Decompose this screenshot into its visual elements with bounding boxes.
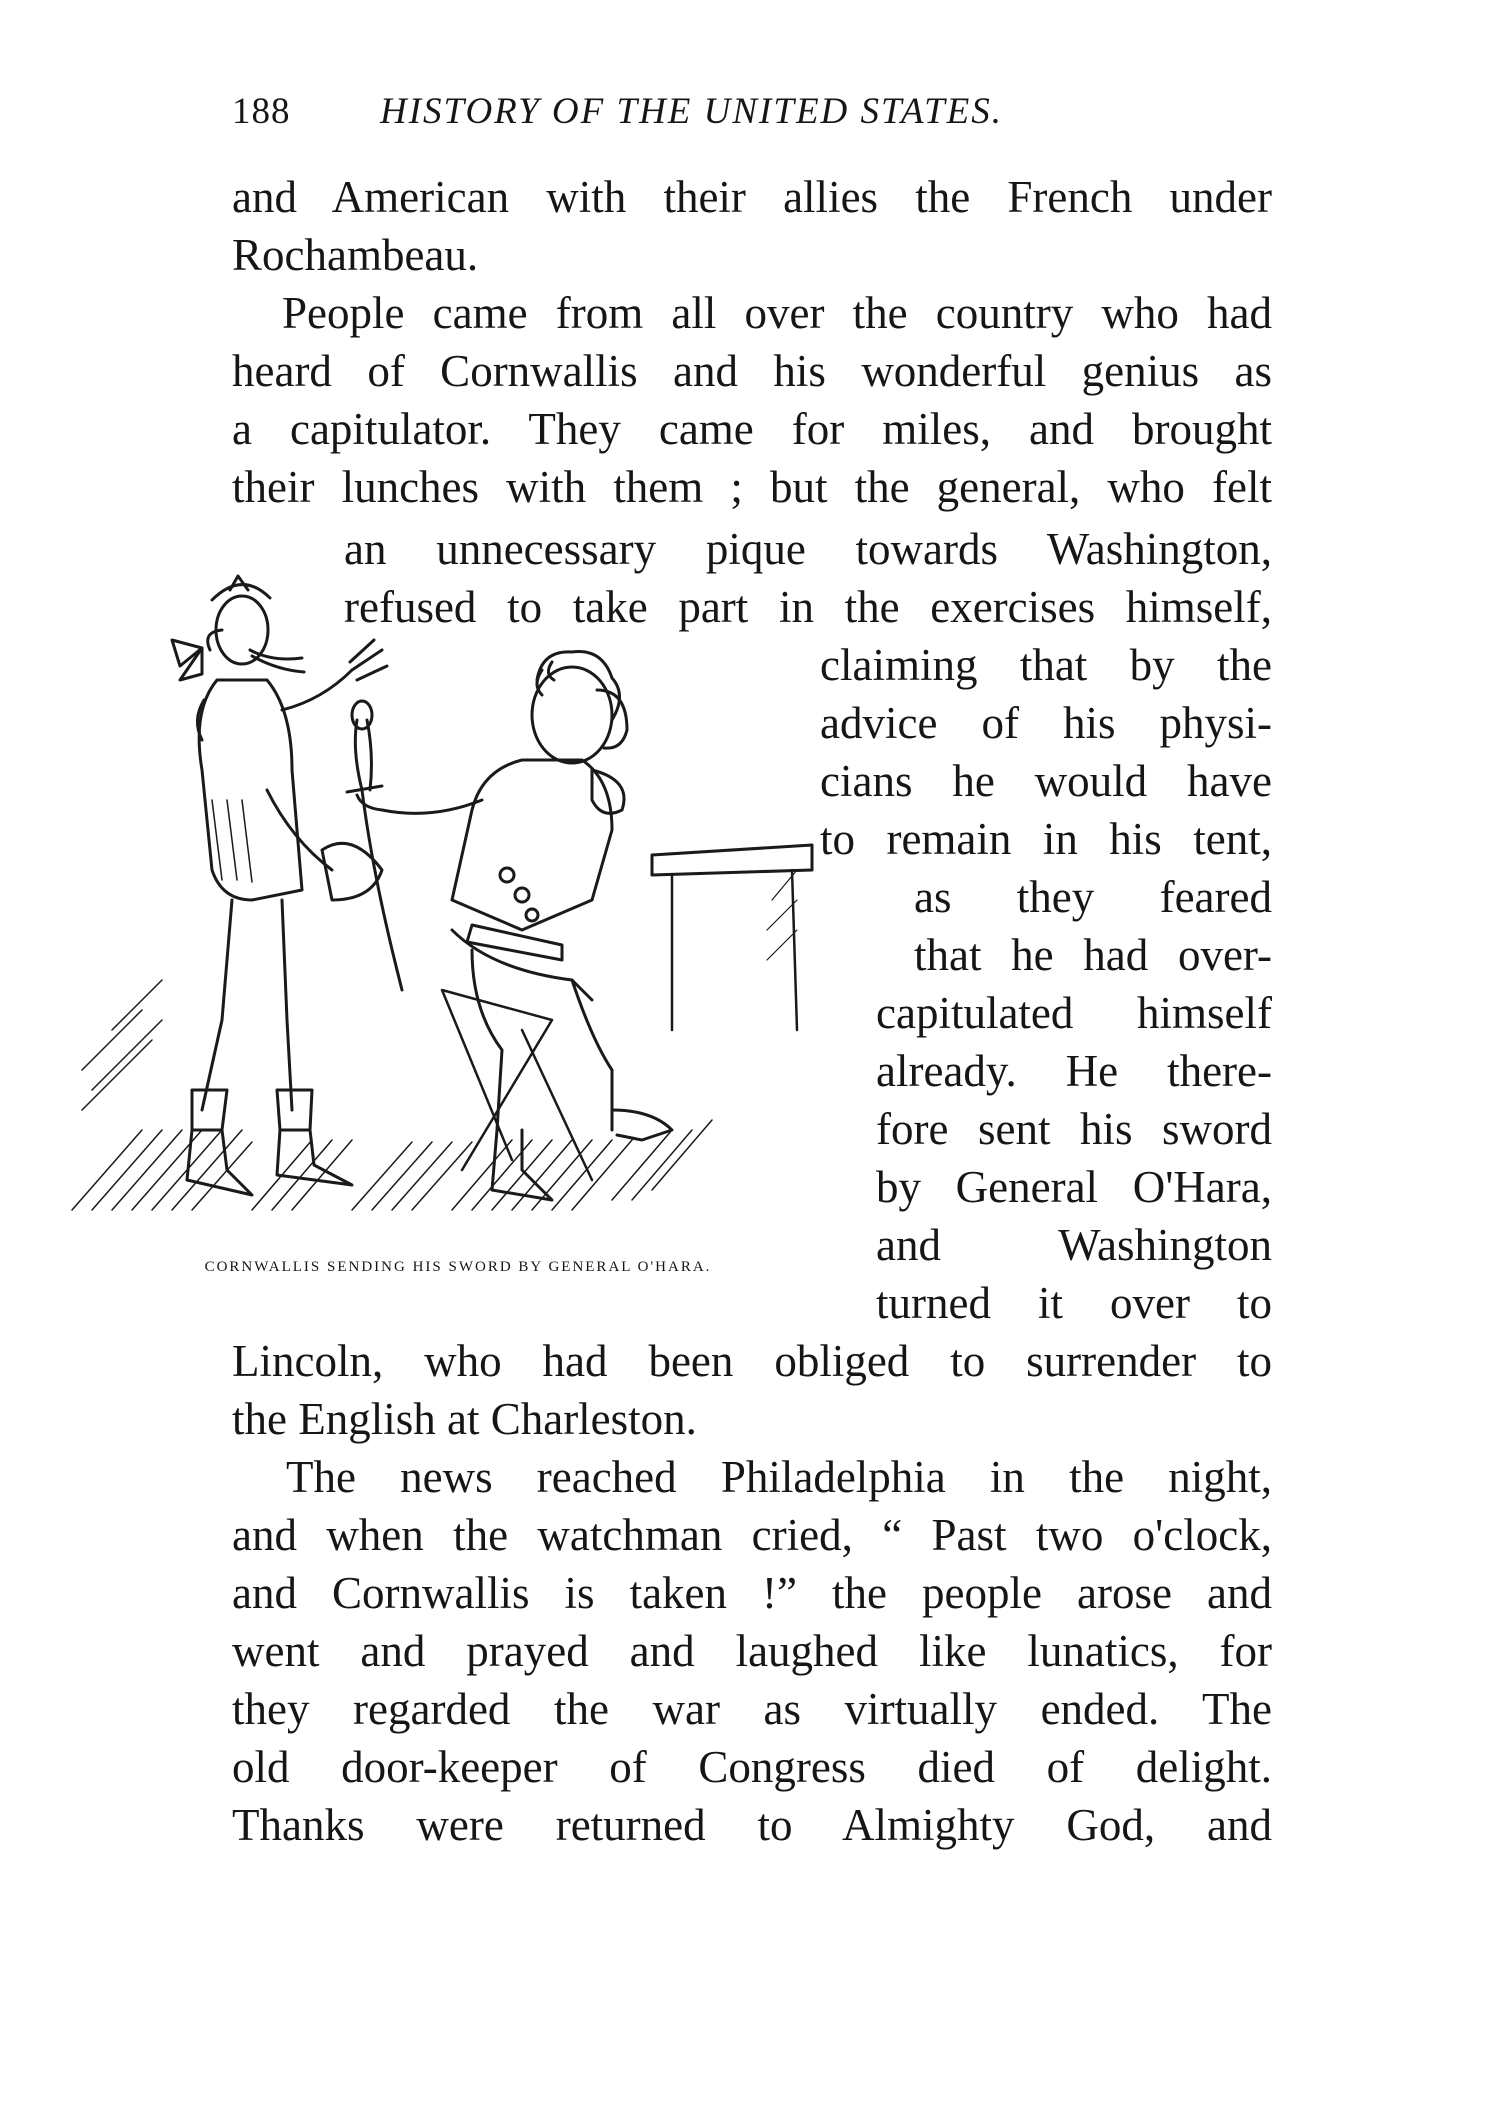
text-line: an unnecessary pique towards Washington, — [344, 524, 1272, 574]
text-line: People came from all over the country who had — [282, 288, 1272, 338]
text-line: and when the watchman cried, “ Past two o'clock, — [232, 1510, 1272, 1560]
illustration — [52, 570, 862, 1230]
text-line: cians he would have — [820, 756, 1272, 806]
running-title: HISTORY OF THE UNITED STATES. — [380, 91, 1004, 132]
text-line: went and prayed and laughed like lunatics, for — [232, 1626, 1272, 1676]
right-figure — [357, 652, 812, 1200]
text-line: the English at Charleston. — [232, 1394, 697, 1444]
text-line: turned it over to — [876, 1278, 1272, 1328]
text-line: that he had over- — [914, 930, 1272, 980]
text-line: their lunches with them ; but the general, who felt — [232, 462, 1272, 512]
text-line: heard of Cornwallis and his wonderful genius as — [232, 346, 1272, 396]
text-line: capitulated himself — [876, 988, 1272, 1038]
cornwallis-ohara-drawing — [52, 570, 862, 1230]
text-line: Rochambeau. — [232, 230, 479, 280]
text-line: Lincoln, who had been obliged to surrender to — [232, 1336, 1272, 1386]
text-line: refused to take part in the exercises himself, — [344, 582, 1272, 632]
page-number: 188 — [232, 91, 291, 132]
illustration-caption: CORNWALLIS SENDING HIS SWORD BY GENERAL O'HARA. — [204, 1259, 712, 1275]
text-line: by General O'Hara, — [876, 1162, 1272, 1212]
text-line: and Cornwallis is taken !” the people arose and — [232, 1568, 1272, 1618]
text-line: as they feared — [914, 872, 1272, 922]
text-line: old door-keeper of Congress died of delight. — [232, 1742, 1272, 1792]
text-line: fore sent his sword — [876, 1104, 1272, 1154]
text-line: a capitulator. They came for miles, and brought — [232, 404, 1272, 454]
text-line: Thanks were returned to Almighty God, and — [232, 1800, 1272, 1850]
text-line: The news reached Philadelphia in the night, — [286, 1452, 1272, 1502]
ground-hatching — [72, 980, 712, 1210]
page-header — [232, 82, 1272, 142]
text-line: claiming that by the — [820, 640, 1272, 690]
text-line: they regarded the war as virtually ended. The — [232, 1684, 1272, 1734]
text-line: advice of his physi- — [820, 698, 1272, 748]
text-line: and American with their allies the French under — [232, 172, 1272, 222]
left-figure — [172, 576, 387, 1195]
text-line: already. He there- — [876, 1046, 1272, 1096]
text-line: and Washington — [876, 1220, 1272, 1270]
text-line: to remain in his tent, — [820, 814, 1272, 864]
